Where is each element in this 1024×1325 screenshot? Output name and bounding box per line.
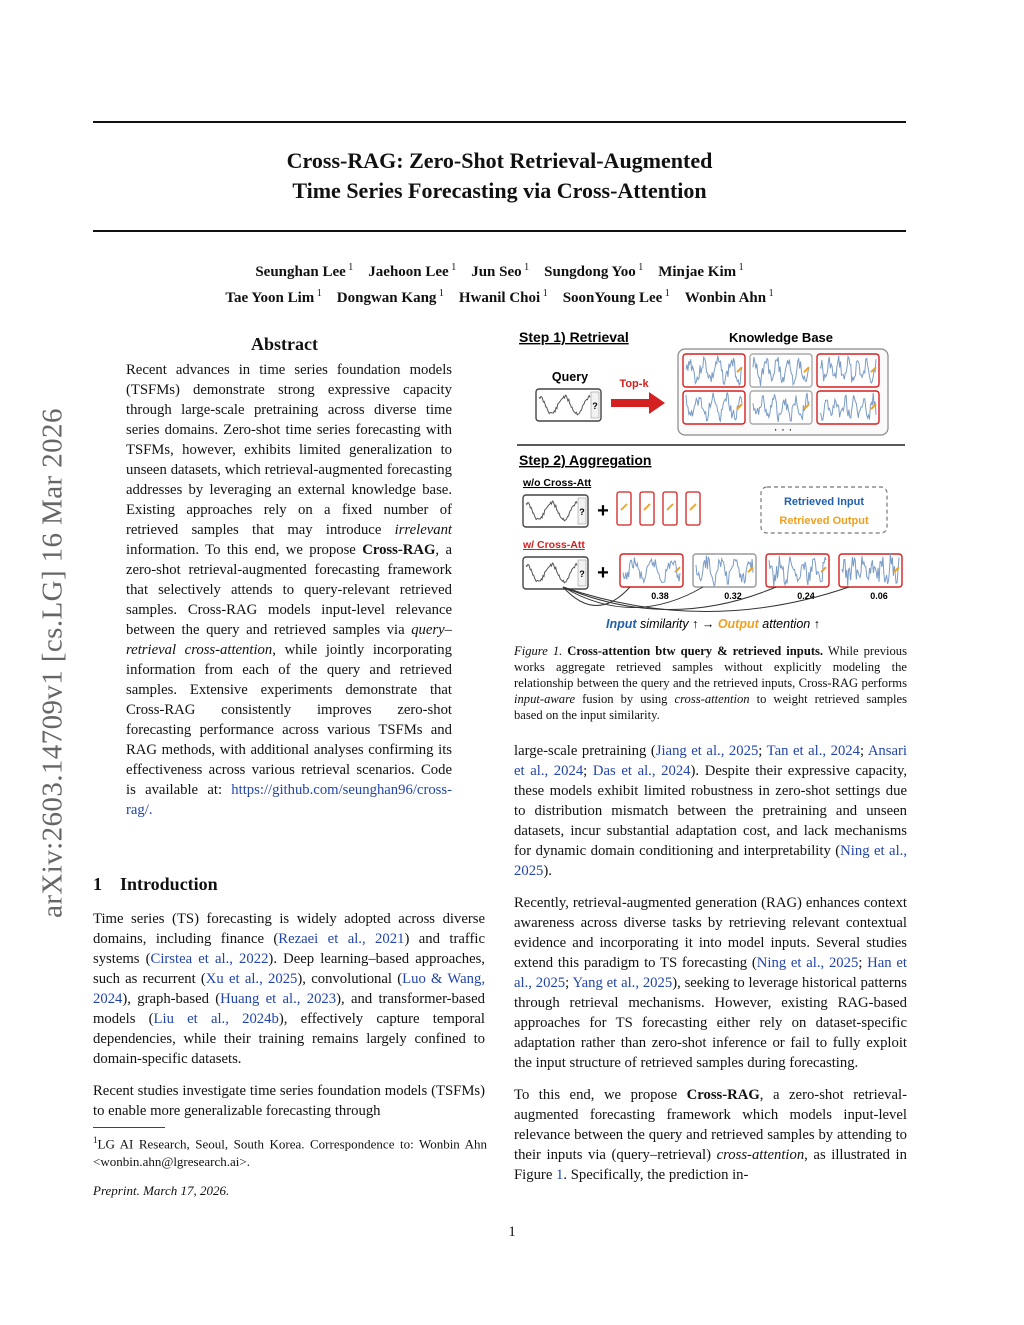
page-number: 1 <box>508 1224 516 1240</box>
svg-text:?: ? <box>592 401 598 411</box>
step2-label: Step 2) Aggregation <box>519 452 652 468</box>
attention-weight-label: 0.32 <box>724 591 742 601</box>
topk-arrow <box>611 392 665 414</box>
abstract-body: Recent advances in time series foundation models (TSFMs) demonstrate strong expressive capacity through large-scale pretraining across diverse time series domains. Zero-shot time series forecasting with TSFMs, however, exhibits limited generalization to unseen datasets, which retrieval-augmented forecasting addresses by leveraging an external knowledge base. Existing approaches rely on a fixed number of retrieved samples that may introduce irrelevant information. To this end, we propose Cross-RAG, a zero-shot retrieval-augmented forecasting framework that selectively attends to query-relevant retrieved samples. Cross-RAG models input-level relevance between the query and retrieved samples via query–retrieval cross-attention, while jointly incorporating information from each of the query and retrieved samples. Extensive experiments demonstrate that Cross-RAG consistently improves zero-shot forecasting performance across various TSFMs and RAG methods, with additional analyses confirming its effectiveness across various retrieval scenarios. Code is available at: https://github.com/seunghan96/cross-rag/. <box>126 362 452 818</box>
paragraph: large-scale pretraining (Jiang et al., 2025; Tan et al., 2024; Ansari et al., 2024; Das et al., 2024). Despite their expressive capacity, these models exhibit limited robustness in zero-shot settings due to distribution mismatch between the pretraining and unseen datasets, incur substantial adaptation cost, and lack mechanisms for dynamic domain conditioning and interpretability (Ning et al., 2025). <box>514 743 908 879</box>
attention-weight-label: 0.06 <box>870 591 888 601</box>
author-name: SoonYoung Lee $^1$ <box>562 288 670 306</box>
paper-title: Cross-RAG: Zero-Shot Retrieval-Augmented Time Series Forecasting via Cross-Attention <box>286 148 713 203</box>
knowledge-base-sample <box>683 391 745 424</box>
citation-link[interactable]: Ning et al., 2025 <box>514 843 907 879</box>
preprint-note: Preprint. March 17, 2026. <box>93 1183 230 1198</box>
knowledge-base-sample <box>817 354 879 387</box>
paragraph: Time series (TS) forecasting is widely adopted across diverse domains, including finance (Rezaei et al., 2021) and traffic systems (Cirstea et al., 2022). Deep learning–based approaches, such as recurrent (Xu et al., 2025), convolutional (Luo & Wang, 2024), graph-based (Huang et al., 2023), and transformer-based models (Liu et al., 2024b), effectively capture temporal dependencies, while their training remains largely confined to domain-specific datasets. <box>93 911 485 1067</box>
citation-link[interactable]: Rezaei et al., 2021 <box>278 931 405 947</box>
arxiv-stamp: arXiv:2603.14709v1 [cs.LG] 16 Mar 2026 <box>36 408 69 918</box>
plus-sign: + <box>597 562 609 584</box>
author-name: Jun Seo $^1$ <box>471 262 530 280</box>
citation-link[interactable]: Liu et al., 2024b <box>153 1011 279 1027</box>
author-row <box>93 283 906 309</box>
knowledge-base-sample <box>750 354 812 387</box>
citation-link[interactable]: Cirstea et al., 2022 <box>150 951 269 967</box>
figure-bottom-line: Input similarity ↑ → Output attention ↑ <box>606 617 820 631</box>
knowledge-base-sample <box>683 354 745 387</box>
plus-sign: + <box>597 500 609 522</box>
citation-link[interactable]: Xu et al., 2025 <box>205 971 298 987</box>
knowledge-base-sample <box>817 391 879 424</box>
paragraph: Recently, retrieval-augmented generation (RAG) enhances context awareness across diverse tasks by retrieving relevant contextual evidence and incorporating it into model inputs. Several studies extend this paradigm to TS forecasting (Ning et al., 2025; Han et al., 2025; Yang et al., 2025), seeking to leverage historical patterns through retrieval mechanisms. However, existing RAG-based approaches for TS forecasting either rely on dataset-specific adaptation rather than zero-shot inference or fail to fully exploit the input structure of retrieved samples during forecasting. <box>514 895 907 1071</box>
retrieved-sample-unweighted <box>663 492 677 525</box>
paragraph: Recent studies investigate time series foundation models (TSFMs) to enable more generalizable forecasting through <box>93 1083 485 1119</box>
wo-cross-att-label: w/o Cross-Att <box>523 477 592 489</box>
kb-ellipsis: · · · <box>773 422 793 436</box>
top-rule <box>93 121 906 123</box>
retrieved-sample-weighted <box>839 553 902 601</box>
query-series-card <box>523 495 588 527</box>
author-name: Hwanil Choi $^1$ <box>458 288 548 306</box>
retrieved-sample-weighted <box>620 554 683 601</box>
figure-1 <box>513 325 907 640</box>
citation-link[interactable]: Jiang et al., 2025 <box>655 743 759 759</box>
citation-link[interactable]: Han et al., 2025 <box>514 955 907 991</box>
topk-label: Top-k <box>619 378 649 390</box>
query-series-card <box>536 389 601 421</box>
footnote-rule <box>93 1127 165 1128</box>
author-name: Tae Yoon Lim $^1$ <box>225 288 322 306</box>
attention-weight-label: 0.38 <box>651 591 669 601</box>
author-name: Wonbin Ahn $^1$ <box>684 288 774 306</box>
citation-link[interactable]: Ning et al., 2025 <box>756 955 859 971</box>
retrieved-sample-unweighted <box>617 492 631 525</box>
author-name: Sungdong Yoo $^1$ <box>544 262 644 280</box>
legend-retrieved-output: Retrieved Output <box>779 515 869 527</box>
citation-link[interactable]: Luo & Wang, 2024 <box>93 971 485 1007</box>
svg-text:?: ? <box>579 507 585 517</box>
attention-arc <box>563 587 776 610</box>
knowledge-base-label: Knowledge Base <box>728 330 834 345</box>
citation-link[interactable]: Ansari et al., 2024 <box>514 743 907 779</box>
retrieved-sample-weighted <box>766 554 829 601</box>
citation-link[interactable]: Huang et al., 2023 <box>220 991 337 1007</box>
right-column-body <box>514 741 907 1197</box>
author-name: Seunghan Lee $^1$ <box>255 262 354 280</box>
attention-arc <box>563 587 703 608</box>
citation-link[interactable]: Das et al., 2024 <box>592 763 691 779</box>
paragraph: To this end, we propose Cross-RAG, a zero-shot retrieval-augmented forecasting framework which models input-level relevance between the query and retrieved samples by attending to their inputs via (query–retrieval) cross-attention, as illustrated in Figure 1. Specifically, the prediction in- <box>514 1087 908 1183</box>
step1-label: Step 1) Retrieval <box>519 329 629 345</box>
retrieved-sample-weighted <box>693 554 756 601</box>
w-cross-att-label: w/ Cross-Att <box>523 539 585 551</box>
figure-caption: Figure 1. Cross-attention btw query & retrieved inputs. While previous works aggregate retrieved samples without explicitly modeling the relationship between the query and the retrieved inputs, Cross-RAG performs input-aware fusion by using cross-attention to weight retrieved samples based on the input similarity. <box>514 644 907 722</box>
figure-ref-link[interactable]: 1 <box>556 1167 564 1183</box>
output-word: Output <box>717 617 759 631</box>
title-bottom-rule <box>93 230 906 232</box>
author-name: Minjae Kim $^1$ <box>658 262 744 280</box>
retrieved-sample-unweighted <box>640 492 654 525</box>
attention-weight-label: 0.24 <box>797 591 815 601</box>
query-label: Query <box>551 370 589 384</box>
knowledge-base-sample <box>750 391 812 424</box>
author-list <box>93 257 906 309</box>
author-name: Dongwan Kang $^1$ <box>336 288 444 306</box>
code-link[interactable]: https://github.com/seunghan96/cross-rag/. <box>126 782 452 818</box>
retrieved-sample-unweighted <box>686 492 700 525</box>
citation-link[interactable]: Yang et al., 2025 <box>572 975 673 991</box>
section-heading-introduction: 1 Introduction <box>93 874 218 894</box>
footnote: $^1$LG AI Research, Seoul, South Korea. Correspondence to: Wonbin Ahn <wonbin.ahn@lgresearch.ai>. <box>93 1135 487 1170</box>
citation-link[interactable]: Tan et al., 2024 <box>766 743 860 759</box>
author-row <box>93 257 906 283</box>
svg-text:?: ? <box>579 569 585 579</box>
legend-retrieved-input: Retrieved Input <box>783 496 865 508</box>
abstract-heading: Abstract <box>251 334 318 354</box>
author-name: Jaehoon Lee $^1$ <box>368 262 457 280</box>
input-word: Input <box>606 617 637 631</box>
query-series-card <box>523 557 588 589</box>
introduction-body <box>93 909 485 1133</box>
